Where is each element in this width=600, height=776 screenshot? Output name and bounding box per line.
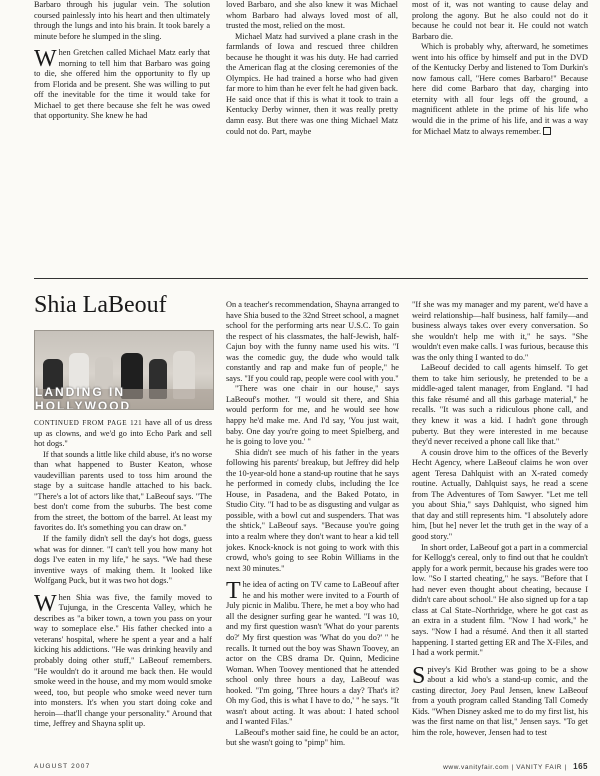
paragraph: On a teacher's recommendation, Shayna arranged to have Shia bused to the 32nd Street school, a magnet school for the performing arts near U.S.C. To gain the respect of his classmates, the half-Jewish, half-Cajun boy with the funny name used his wits. "I was the comedic guy, the dude who would talk constantly and rap and make fun of people," he says. "If you could rap, people were cool with you.": [226, 300, 399, 383]
continued-from-label: CONTINUED FROM PAGE 121: [34, 419, 143, 427]
paragraph-text: pivey's Kid Brother was going to be a show about a kid who's a stand-up comic, and the casting director, Joey Paul Jensen, knew LaBeouf from a youth program called Standing Tall Comedy Kids. "When Disney asked me to do my first list, his was the first name on that list," Jensen says. "To get him the role, however, Jensen had to test: [412, 664, 588, 737]
paragraph: Barbaro through his jugular vein. The solution coursed painlessly into his heart and then ultimately through the lungs and into his brain. It took barely a minute before he slumped in the sling.: [34, 0, 210, 41]
shia-column-1: [34, 418, 212, 758]
drop-cap: T: [226, 578, 241, 605]
paragraph-text: he idea of acting on TV came to LaBeouf after he and his mother were invited to a Fourth of July picnic in Malibu. There, he met a boy who had all the designer surfing gear he wanted. "I was 10, and my first question wasn't 'What do your parents do?' My first question was 'What do you do?' " he recalls. It turned out the boy was Shawn Toovey, an actor on the CBS drama Dr. Quinn, Medicine Woman. When Toovey mentioned that he attended school only three hours a day, LaBeouf was hooked. "I'm going, 'Three hours a day? That's it? Oh my God, this is what I have to do,' " he says. "It wasn't about acting. It was about: I hated school and I wanted Filas.": [226, 580, 399, 727]
shia-column-3: [412, 300, 588, 760]
magazine-name: VANITY FAIR: [516, 764, 563, 771]
paragraph-lead: [34, 418, 212, 450]
paragraph: A cousin drove him to the offices of the Beverly Hecht Agency, where LaBeouf claims he won over agent Teresa Dahlquist with an X-rated comedy routine. Actually, Dahlquist says, he read a scene from The Adventures of Tom Sawyer. "Let me tell you about Shia," says Dahlquist, who signed him that day and still represents him. "I absolutely adore him, [but he] never let the truth get in the way of a good story.": [412, 447, 588, 542]
drop-cap: W: [34, 46, 57, 73]
paragraph: If that sounds a little like child abuse, it's no worse than what happened to Buster Keaton, whose vaudevillian parents used to toss him around the stage by a suitcase handle attached to his back. "There's a lot of actors like that," LaBeouf says. "The best don't come from the suburbs. The best come from the street, the bottom of the barrel. At least my favorites do. It's something you can draw on.": [34, 449, 212, 533]
article-photo: [34, 330, 214, 410]
separator: |: [511, 764, 517, 771]
page-number: 165: [573, 762, 588, 771]
paragraph-final: [412, 42, 588, 137]
photo-banner-text: LANDING IN HOLLYWOOD: [35, 389, 213, 409]
drop-cap: S: [412, 662, 426, 689]
paragraph-dropcap: [412, 662, 588, 739]
paragraph: "If she was my manager and my parent, we'd have a weird relationship—half business, half family—and business always takes over every conversation. So she wouldn't help me with it," he says. "She wouldn't even make calls. I was furious, because this was the only thing I wanted to do.": [412, 300, 588, 362]
end-mark-icon: [543, 127, 551, 135]
footer-right: [443, 762, 588, 771]
website-link[interactable]: www.vanityfair.com: [443, 764, 510, 771]
top-article-column-1: [34, 0, 210, 268]
paragraph: loved Barbaro, and she also knew it was Michael whom Barbaro had always loved most of all, trusted the most, relied on the most.: [226, 0, 398, 31]
paragraph-text: hen Gretchen called Michael Matz early that morning to tell him that Barbaro was going to die, she offered him the opportunity to fly up from Florida and be present. She was willing to put off the inevitable for the time it would take for Michael to get there because she felt he was owed that opportunity. She knew he had: [34, 48, 210, 121]
section-divider: [34, 278, 588, 279]
top-article-column-2: [226, 0, 398, 268]
paragraph-dropcap: [34, 48, 210, 122]
paragraph-text: hen Shia was five, the family moved to Tujunga, in the Crescenta Valley, which he describes as "a biker town, a town you pass on your way to someplace else." His father checked into a veterans' hospital, where he spent a year and a half kicking his addictions. "He was drinking heavily and probably doing other stuff," LaBeouf remembers. "He wouldn't do it around me back then. He would smoke weed in the house, and my mom would smoke weed, too, but people who smoke weed never turn into monsters. It's when you start doing coke and heroin—that'll change your personality." Around that time, Jeffrey and Shayna split up.: [34, 592, 212, 729]
section-title: Shia LaBeouf: [34, 292, 167, 318]
paragraph-text: have all of us dress up as clowns, and we'd go into Echo Park and sell hot dogs.": [34, 418, 212, 449]
paragraph: "There was one chair in our house," says LaBeouf's mother. "I would sit there, and Shia would perform for me, and he would see how happy he'd make me. And I'd say, 'You just wait, baby. One day you're going to meet Spielberg, and he is going to love you.' ": [226, 384, 399, 447]
paragraph: most of it, was not wanting to cause delay and prolong the agony. But he also could not do it because he could not bear it. He could not watch Barbaro die.: [412, 0, 588, 41]
paragraph-text: Which is probably why, afterward, he sometimes went into his office by himself and put in the DVD of the Kentucky Derby and listened to Tom Durkin's now famous call, "Here comes Barbaro!" Because here did come Barbaro that day, charging into eternity with all four legs off the ground, a magnificent athlete in the prime of his life who would die in the prime of his life, and it was a way for Michael Matz to always remember.: [412, 42, 588, 136]
shia-column-2: [226, 300, 399, 760]
paragraph: LaBeouf decided to call agents himself. To get them to take him seriously, he pretended to be a middle-aged talent manager, from England. "I had this fake résumé and all this garbage material," he recalls. "It was such a ridiculous phone call, and they knew it was a kid. I hadn't gone through puberty. But they were interested in me because they'd never received a phone call like that.": [412, 363, 588, 447]
paragraph: Shia didn't see much of his father in the years following his parents' breakup, but Jeffrey did help the 10-year-old hone a stand-up routine that he says he performed in comedy clubs, including the Ice House, in Pasadena, and the Baked Potato, in Studio City. "I had to be as disgusting and vulgar as possible, with a bowl cut and suspenders. That was the shtick," LaBeouf says. "Because you're going into a realm where they don't want to hear a kid tell jokes. Knock-knock is not going to work with this crowd, who's going to see Robin Williams in the next 30 minutes.": [226, 447, 399, 573]
paragraph: In short order, LaBeouf got a part in a commercial for Kellogg's cereal, only to find out that he couldn't apply for a work permit, because his grades were too low. "So I started cheating," he says. "Before that I had never even thought about cheating, because I didn't care about school." He also signed up for a tap class at Cal State–Northridge, where he got cast as an extra in a student film. "Now I had work," he says. "Now I had a résumé. And then it all started happening. I started getting ER and The X-Files, and I had a work permit.": [412, 542, 588, 658]
paragraph: Michael Matz had survived a plane crash in the farmlands of Iowa and rescued three children because he thought it was his duty. He had carried the American flag at the closing ceremonies of the Olympics. He had trained a horse who had given far more to him than he ever felt he had given back. He said once that if this is what it took to train a Kentucky Derby winner, then it was really pretty damn easy. But there was one thing Michael Matz could not do. Part, maybe: [226, 31, 398, 136]
top-article-column-3: [412, 0, 588, 268]
paragraph: LaBeouf's mother said fine, he could be an actor, but she wasn't going to "pimp" him.: [226, 727, 399, 748]
issue-date: AUGUST 2007: [34, 763, 91, 770]
separator: |: [564, 764, 570, 771]
paragraph: If the family didn't sell the day's hot dogs, guess what was for dinner. "I can't tell you how many hot dogs I've eaten in my life," he says. "We had these inventive ways of making them. It looked like Wolfgang Puck, but it was two hot dogs.": [34, 534, 212, 586]
paragraph-dropcap: [34, 590, 212, 730]
page-footer: [34, 762, 588, 774]
drop-cap: W: [34, 590, 57, 617]
paragraph-dropcap: [226, 580, 399, 728]
